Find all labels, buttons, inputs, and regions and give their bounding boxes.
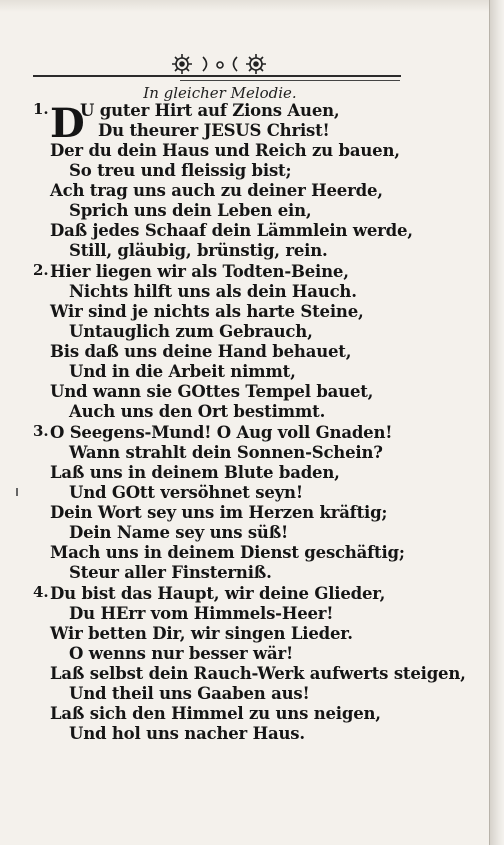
gutter-mark [16, 488, 18, 496]
verse-line: Mach uns in deinem Dienst geschäftig; [50, 543, 405, 562]
drop-capital: D [50, 100, 85, 147]
verse-line: Und theil uns Gaaben aus! [69, 684, 310, 703]
verse-line: Du bist das Haupt, wir deine Glieder, [50, 584, 386, 603]
verse-line: Und in die Arbeit nimmt, [69, 362, 296, 381]
verse-line: Du theurer JESUS Christ! [98, 121, 330, 140]
verse-number-3: 3. [33, 422, 49, 440]
verse-line: Dein Wort sey uns im Herzen kräftig; [50, 503, 388, 522]
melody-subtitle: In gleicher Melodie. [143, 84, 297, 102]
verse-line: Und wann sie GOttes Tempel bauet, [50, 382, 374, 401]
verse-line: Untauglich zum Gebrauch, [69, 322, 313, 341]
verse-line: So treu und fleissig bist; [69, 161, 292, 180]
verse-line: Laß uns in deinem Blute baden, [50, 463, 340, 482]
verse-number-4: 4. [33, 583, 49, 601]
verse-line: Steur aller Finsterniß. [69, 563, 272, 582]
verse-line: Daß jedes Schaaf dein Lämmlein werde, [50, 221, 413, 240]
verse-line: Nichts hilft uns als dein Hauch. [69, 282, 357, 301]
verse-line: Hier liegen wir als Todten-Beine, [50, 262, 349, 281]
verse-line: Auch uns den Ort bestimmt. [69, 402, 326, 421]
verse-line: Ach trag uns auch zu deiner Heerde, [50, 181, 383, 200]
verse-line: Laß selbst dein Rauch-Werk aufwerts steigen, [50, 664, 466, 683]
verse-line: Sprich uns dein Leben ein, [69, 201, 312, 220]
header-rule [33, 75, 401, 77]
verse-line: Laß sich den Himmel zu uns neigen, [50, 704, 381, 723]
verse-line: O Seegens-Mund! O Aug voll Gnaden! [50, 423, 393, 442]
printer-ornament-icon [170, 52, 270, 76]
verse-number-1: 1. [33, 100, 49, 118]
page-edge [489, 0, 504, 845]
page-top-shadow [0, 0, 489, 12]
verse-number-2: 2. [33, 261, 49, 279]
verse-line: U guter Hirt auf Zions Auen, [80, 101, 340, 120]
verse-line: O wenns nur besser wär! [69, 644, 294, 663]
verse-line: Bis daß uns deine Hand behauet, [50, 342, 352, 361]
verse-line: Und GOtt versöhnet seyn! [69, 483, 303, 502]
verse-line: Still, gläubig, brünstig, rein. [69, 241, 328, 260]
verse-line: Wir betten Dir, wir singen Lieder. [50, 624, 353, 643]
verse-line: Dein Name sey uns süß! [69, 523, 289, 542]
header-rule-thin [180, 80, 400, 81]
verse-line: Du HErr vom Himmels-Heer! [69, 604, 334, 623]
verse-line: Und hol uns nacher Haus. [69, 724, 305, 743]
verse-line: Wir sind je nichts als harte Steine, [50, 302, 364, 321]
verse-line: Der du dein Haus und Reich zu bauen, [50, 141, 400, 160]
verse-line: Wann strahlt dein Sonnen-Schein? [69, 443, 383, 462]
